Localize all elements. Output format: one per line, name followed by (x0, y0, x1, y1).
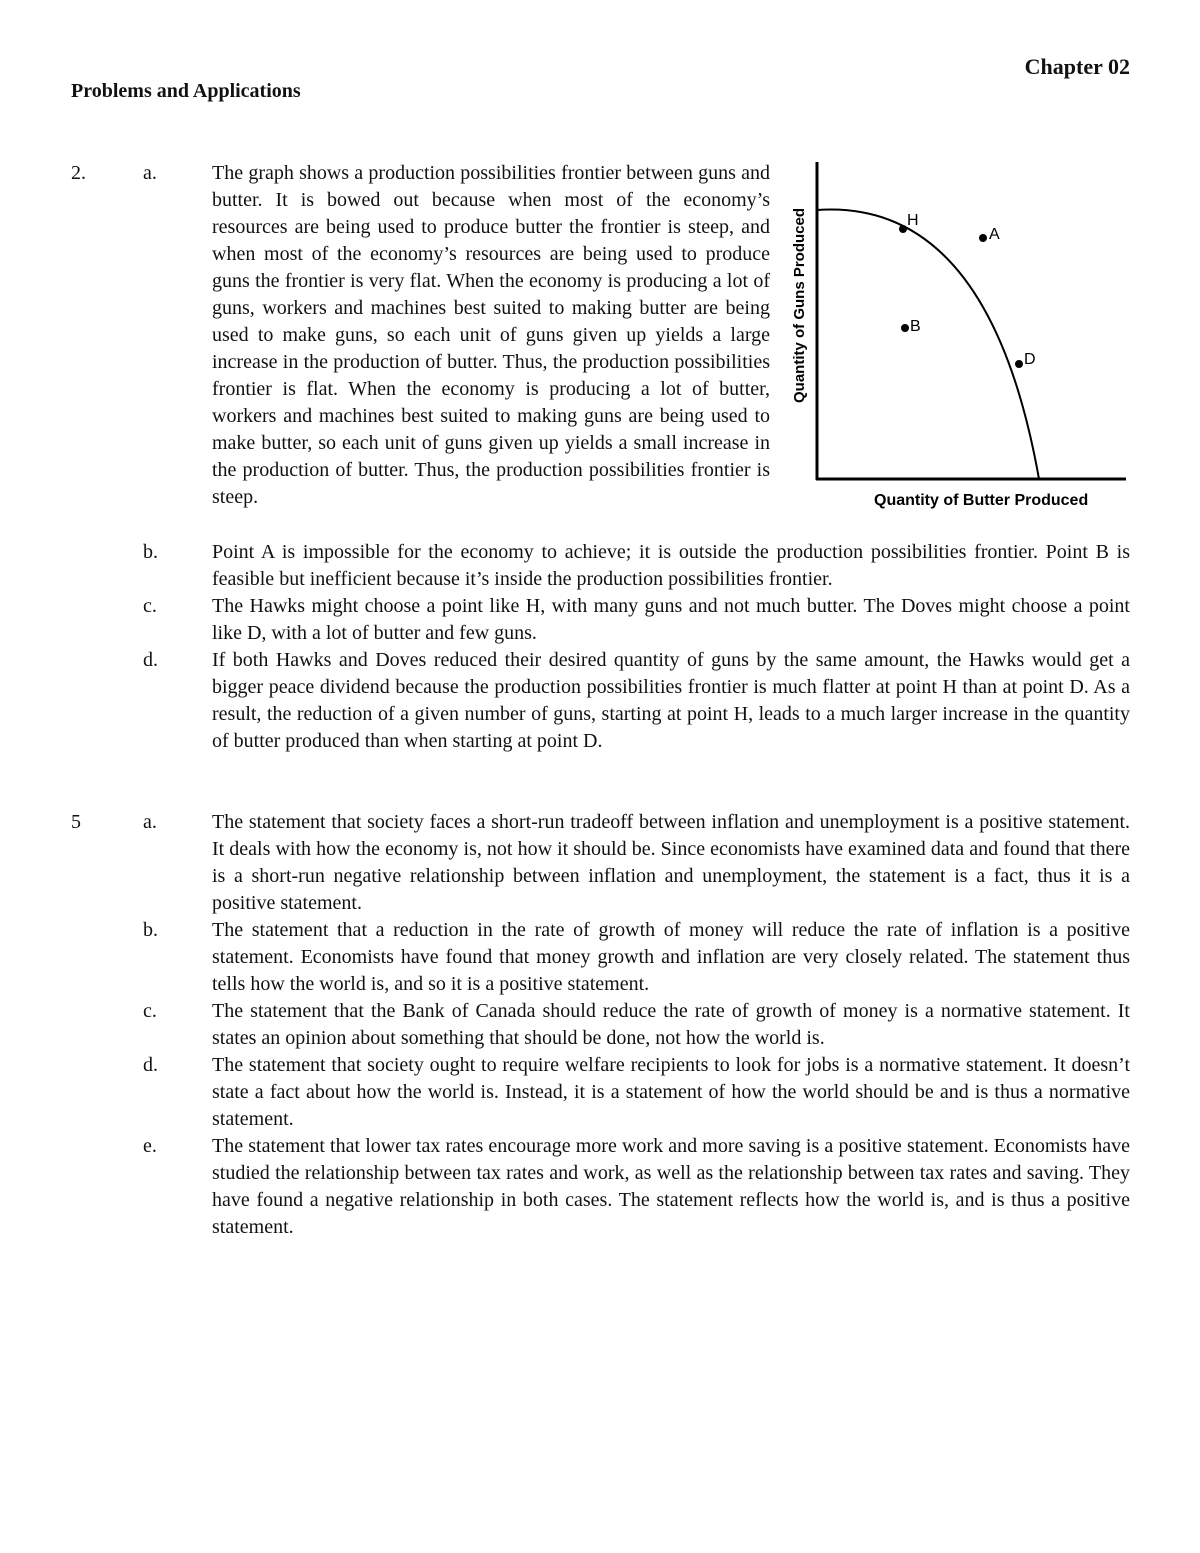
answer-text: The statement that society ought to require welfare recipients to look for jobs is a normative statement. It doesn’t state a fact about how the world is. Instead, it is a statement of how the world should be and is thus a normative statement. (212, 1054, 1130, 1130)
question-number: 2. (71, 162, 86, 184)
answer-part (143, 1052, 1130, 1133)
answer-part (143, 647, 1130, 755)
answer-part (143, 998, 1130, 1052)
y-axis-label: Quantity of Guns Produced (791, 207, 808, 403)
answer-text: The graph shows a production possibilities frontier between guns and butter. It is bowed out because when most of the economy’s resources are being used to produce butter the frontier is steep, and when most of the economy’s resources are being used to produce guns the frontier is very flat. When the economy is producing a lot of guns, workers and machines best suited to making butter are being used to make guns, so each unit of guns given up yields a large increase in the production of butter. Thus, the production possibilities frontier is flat. When the economy is producing a lot of butter, workers and machines best suited to making guns are being used to make butter, so each unit of guns given up yields a small increase in the production of butter. Thus, the production possibilities frontier is steep. (212, 162, 770, 508)
part-letter: b. (143, 919, 158, 941)
answer-part (143, 539, 1130, 593)
point-a-label: A (989, 226, 1000, 243)
point-d (1015, 360, 1023, 368)
answer-part (143, 917, 1130, 998)
answer-text: The Hawks might choose a point like H, with many guns and not much butter. The Doves might choose a point like D, with a lot of butter and few guns. (212, 595, 1130, 644)
part-letter: b. (143, 541, 158, 563)
section-heading: Problems and Applications (71, 80, 301, 102)
part-letter: a. (143, 811, 157, 833)
ppf-curve (817, 210, 1039, 479)
part-letter: c. (143, 595, 157, 617)
x-axis-label: Quantity of Butter Produced (874, 492, 1089, 509)
point-a (979, 234, 987, 242)
part-letter: c. (143, 1000, 157, 1022)
part-letter: e. (143, 1135, 157, 1157)
answer-part (143, 809, 1130, 917)
answer-text: The statement that the Bank of Canada should reduce the rate of growth of money is a normative statement. It states an opinion about something that should be done, not how the world is. (212, 1000, 1130, 1049)
part-letter: a. (143, 162, 157, 184)
answer-text: The statement that society faces a short-run tradeoff between inflation and unemployment is a positive statement. It deals with how the economy is, not how it should be. Since economists have examined data and found that there is a short-run negative relationship between inflation and unemployment, the statement is a fact, thus it is a positive statement. (212, 811, 1130, 914)
point-d-label: D (1024, 351, 1036, 368)
answer-text: The statement that a reduction in the rate of growth of money will reduce the rate of inflation is a positive statement. Economists have found that money growth and inflation are very closely related. The statement thus tells how the world is, and so it is a positive statement. (212, 919, 1130, 995)
point-h-label: H (907, 212, 919, 229)
point-b-label: B (910, 318, 921, 335)
part-letter: d. (143, 649, 158, 671)
chapter-heading: Chapter 02 (1024, 54, 1130, 79)
part-letter: d. (143, 1054, 158, 1076)
answer-part (143, 593, 1130, 647)
point-h (899, 225, 907, 233)
point-b (901, 324, 909, 332)
answer-text: The statement that lower tax rates encourage more work and more saving is a positive statement. Economists have studied the relationship between tax rates and work, as well as the relationship between tax rates and saving. They have found a negative relationship in both cases. The statement reflects how the world is, and is thus a positive statement. (212, 1135, 1130, 1238)
answer-part (143, 1133, 1130, 1241)
question-number: 5 (71, 811, 81, 833)
answer-text: If both Hawks and Doves reduced their desired quantity of guns by the same amount, the Hawks would get a bigger peace dividend because the production possibilities frontier is much flatter at point H than at point D. As a result, the reduction of a given number of guns, starting at point H, leads to a much larger increase in the quantity of butter produced than when starting at point D. (212, 649, 1130, 752)
answer-text: Point A is impossible for the economy to achieve; it is outside the production possibilities frontier. Point B is feasible but inefficient because it’s inside the production possibilities frontier. (212, 541, 1130, 590)
ppf-graph (786, 158, 1136, 518)
